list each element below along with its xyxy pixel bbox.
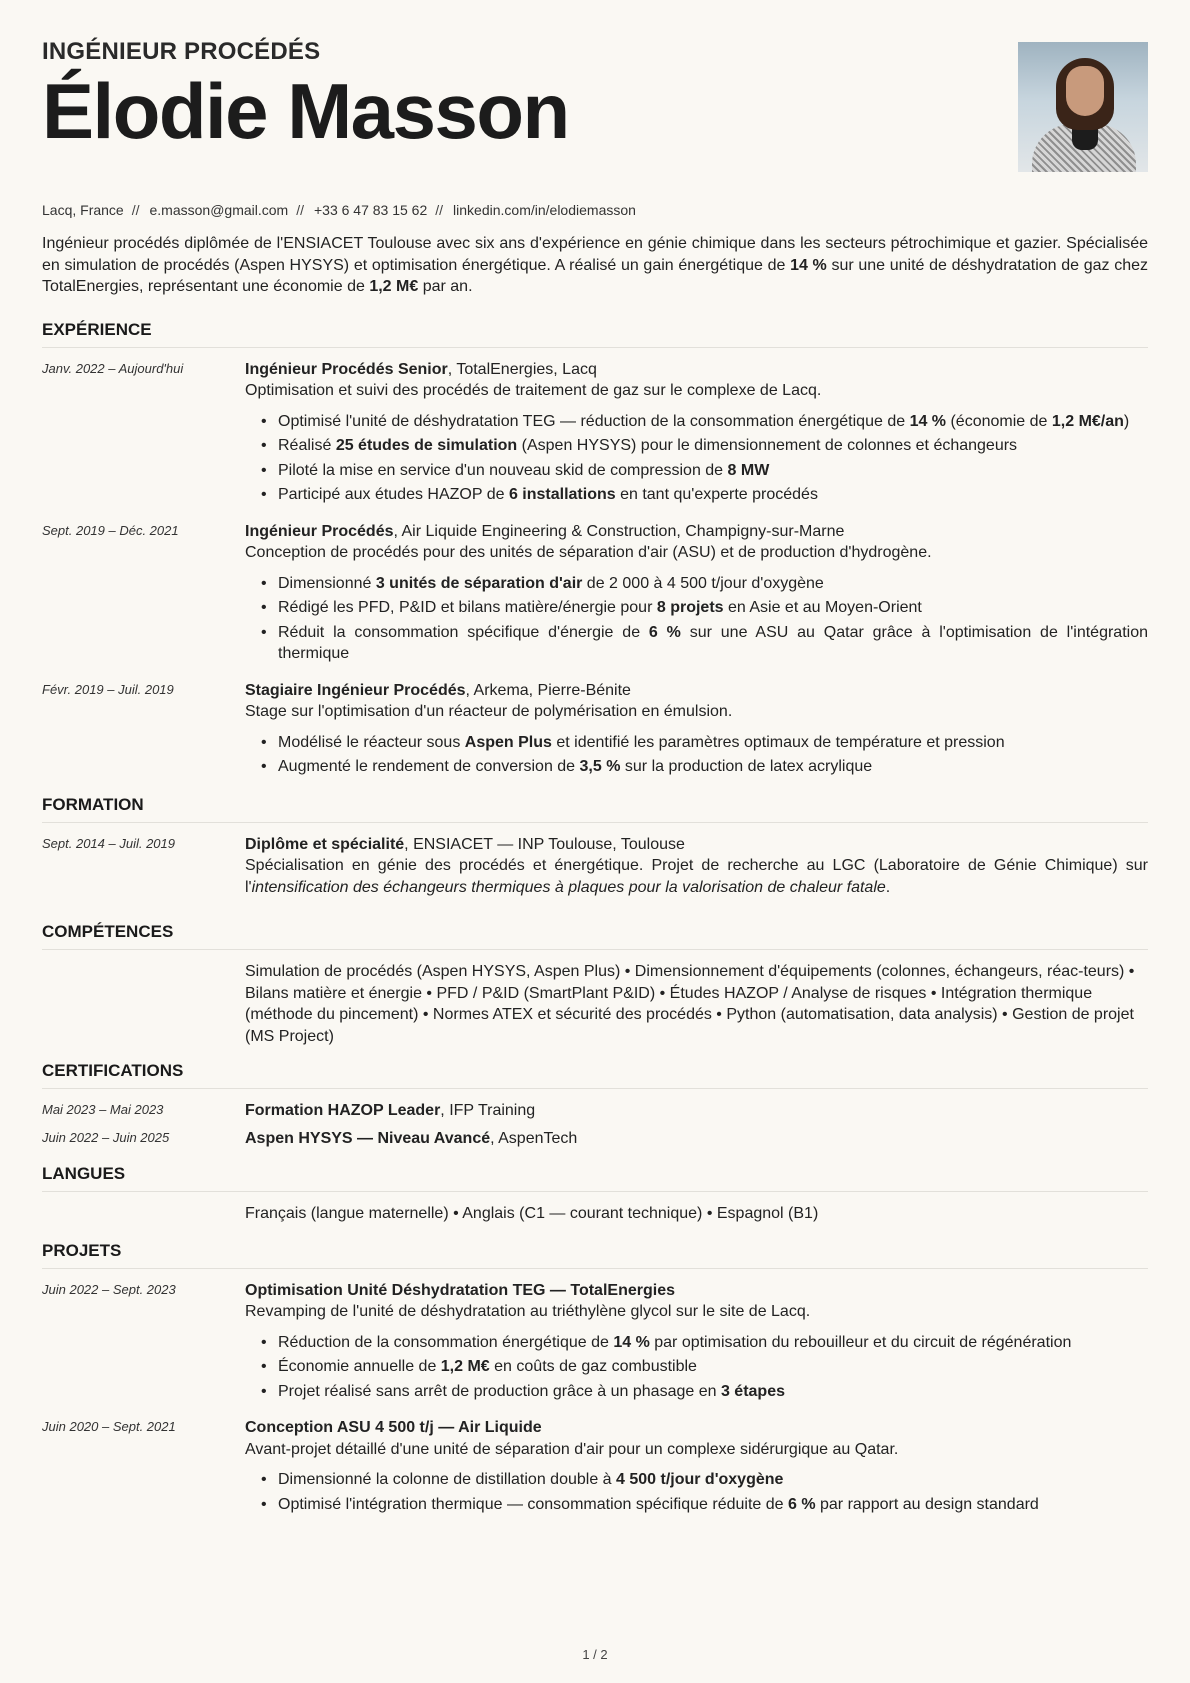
section-title-formation: FORMATION [42, 795, 1148, 823]
achievement-list [245, 732, 1148, 778]
achievement-item: • Dimensionné 3 unités de séparation d'air de 2 000 à 4 500 t/jour d'oxygène [261, 573, 1148, 595]
project-bullet: • Optimisé l'intégration thermique — consommation spécifique réduite de 6 % par rapport au design standard [261, 1494, 1148, 1516]
certification-date: Mai 2023 – Mai 2023 [42, 1102, 164, 1117]
section-title-certifications: CERTIFICATIONS [42, 1061, 1148, 1089]
langues-text: Français (langue maternelle) • Anglais (C1 — courant technique) • Espagnol (B1) [245, 1205, 819, 1222]
experience-entry [42, 359, 1148, 509]
project-bullet-list [245, 1469, 1148, 1515]
experience-list [42, 359, 1148, 781]
project-description: Avant-projet détaillé d'une unité de séparation d'air pour un complexe sidérurgique au Qatar. [245, 1440, 899, 1458]
job-position: Ingénieur Procédés Senior [245, 360, 448, 378]
summary-text: par an. [418, 278, 473, 295]
contact-separator: // [131, 202, 140, 218]
summary-highlight: 14 % [790, 256, 827, 274]
achievement-item: • Optimisé l'unité de déshydratation TEG — réduction de la consommation énergétique de 14 % (économie de 1,2 M€/an) [261, 411, 1148, 433]
certification-date: Juin 2022 – Juin 2025 [42, 1129, 170, 1145]
job-description: Stage sur l'optimisation d'un réacteur de polymérisation en émulsion. [245, 703, 733, 720]
achievement-list [245, 411, 1148, 506]
section-title-experience: EXPÉRIENCE [42, 320, 1148, 348]
competences-section [42, 922, 1148, 1047]
section-title-competences: COMPÉTENCES [42, 922, 1148, 950]
section-title-langues: LANGUES [42, 1164, 1148, 1192]
experience-entry [42, 521, 1148, 668]
projets-section [42, 1241, 1148, 1519]
formation-description: Spécialisation en génie des procédés et énergétique. Projet de recherche au LGC (Laboratoire de Génie Chimique) sur l'intensification des échangeurs thermiques à plaques pour la valorisation de chaleur fatale. [245, 857, 1148, 896]
certification-entry [42, 1100, 1148, 1122]
achievement-item: • Modélisé le réacteur sous Aspen Plus et identifié les paramètres optimaux de température et pression [261, 732, 1148, 754]
projets-list [42, 1280, 1148, 1519]
project-entry [42, 1280, 1148, 1406]
achievement-item: • Réduit la consommation spécifique d'énergie de 6 % sur une ASU au Qatar grâce à l'optimisation de l'intégration thermique [261, 622, 1148, 665]
summary-text: Ingénieur procédés diplômée de l'ENSIACET Toulouse avec six ans d'expérience en génie chimique dans les secteurs pétrochimique et gazier. Spécialisée en simulation de procédés (Aspen HYSYS) et optimisation énergétique. A réalisé un gain énergétique de [42, 235, 1148, 274]
experience-date: Janv. 2022 – Aujourd'hui [42, 360, 184, 376]
langues-section [42, 1164, 1148, 1225]
achievement-item: • Participé aux études HAZOP de 6 installations en tant qu'experte procédés [261, 484, 1148, 506]
job-title: INGÉNIEUR PROCÉDÉS [42, 38, 321, 65]
project-bullet: • Économie annuelle de 1,2 M€ en coûts de gaz combustible [261, 1356, 1148, 1378]
contact-email[interactable]: e.masson@gmail.com [149, 202, 289, 218]
summary [42, 233, 1148, 298]
formation-org: , ENSIACET — INP Toulouse, Toulouse [404, 835, 685, 853]
project-bullet: • Réduction de la consommation énergétique de 14 % par optimisation du rebouilleur et du circuit de régénération [261, 1332, 1148, 1354]
certification-title: Formation HAZOP Leader [245, 1102, 441, 1119]
contact-separator: // [296, 202, 304, 218]
resume-header [42, 38, 1148, 188]
achievement-item: • Rédigé les PFD, P&ID et bilans matière/énergie pour 8 projets en Asie et au Moyen-Orient [261, 597, 1148, 619]
summary-highlight: 1,2 M€ [369, 278, 419, 295]
job-position: Ingénieur Procédés [245, 522, 394, 540]
section-title-projets: PROJETS [42, 1241, 1148, 1269]
job-position: Stagiaire Ingénieur Procédés [245, 681, 466, 699]
certification-org: , IFP Training [440, 1102, 536, 1119]
job-company: , Arkema, Pierre-Bénite [465, 681, 631, 699]
project-bullet-list [245, 1332, 1148, 1403]
certification-org: , AspenTech [490, 1129, 578, 1147]
project-date: Juin 2022 – Sept. 2023 [42, 1281, 176, 1297]
certification-entry [42, 1128, 1148, 1150]
project-entry [42, 1417, 1148, 1518]
job-description: Optimisation et suivi des procédés de traitement de gaz sur le complexe de Lacq. [245, 382, 822, 399]
candidate-name: Élodie Masson [42, 67, 569, 155]
experience-date: Sept. 2019 – Déc. 2021 [42, 522, 179, 538]
project-bullet: • Dimensionné la colonne de distillation double à 4 500 t/jour d'oxygène [261, 1469, 1148, 1491]
achievement-list [245, 573, 1148, 665]
project-title: Conception ASU 4 500 t/j — Air Liquide [245, 1419, 542, 1436]
summary-text: sur une unité de déshydratation de gaz chez TotalEnergies, représentant une économie de [42, 256, 1149, 295]
contact-linkedin[interactable]: linkedin.com/in/elodiemasson [453, 202, 636, 218]
contact-line [42, 202, 1148, 218]
experience-date: Févr. 2019 – Juil. 2019 [42, 681, 174, 697]
achievement-item: • Piloté la mise en service d'un nouveau skid de compression de 8 MW [261, 460, 1148, 482]
competences-text: Simulation de procédés (Aspen HYSYS, Aspen Plus) • Dimensionnement d'équipements (colonnes, échangeurs, réac-teurs) • Bilans matière et énergie • PFD / P&ID (SmartPlant P&ID) • Études HAZOP / Analyse de risques • Intégration thermique (méthode du pincement) • Normes ATEX et sécurité des procédés • Python (automatisation, data analysis) • Gestion de projet (MS Project) [245, 963, 1135, 1045]
formation-entry [42, 834, 1148, 899]
formation-title: Diplôme et spécialité [245, 835, 405, 853]
project-description: Revamping de l'unité de déshydratation au triéthylène glycol sur le site de Lacq. [245, 1303, 811, 1320]
resume-page [42, 38, 1148, 1518]
contact-phone[interactable]: +33 6 47 83 15 62 [313, 202, 428, 218]
experience-section [42, 320, 1148, 781]
formation-date: Sept. 2014 – Juil. 2019 [42, 835, 175, 851]
experience-entry [42, 680, 1148, 781]
profile-photo [1018, 42, 1148, 172]
job-company: , TotalEnergies, Lacq [447, 360, 597, 378]
achievement-item: • Augmenté le rendement de conversion de 3,5 % sur la production de latex acrylique [261, 756, 1148, 778]
project-date: Juin 2020 – Sept. 2021 [42, 1419, 176, 1434]
certifications-section [42, 1061, 1148, 1149]
page-number: 1 / 2 [582, 1647, 608, 1662]
contact-separator: // [435, 202, 444, 218]
job-description: Conception de procédés pour des unités de séparation d'air (ASU) et de production d'hydrogène. [245, 544, 932, 561]
formation-section [42, 795, 1148, 899]
contact-location: Lacq, France [42, 202, 124, 218]
project-title: Optimisation Unité Déshydratation TEG — TotalEnergies [245, 1281, 675, 1299]
job-company: , Air Liquide Engineering & Construction, Champigny-sur-Marne [393, 522, 845, 540]
achievement-item: • Réalisé 25 études de simulation (Aspen HYSYS) pour le dimensionnement de colonnes et échangeurs [261, 435, 1148, 457]
certification-title: Aspen HYSYS — Niveau Avancé [245, 1129, 491, 1147]
project-bullet: • Projet réalisé sans arrêt de production grâce à un phasage en 3 étapes [261, 1381, 1148, 1403]
